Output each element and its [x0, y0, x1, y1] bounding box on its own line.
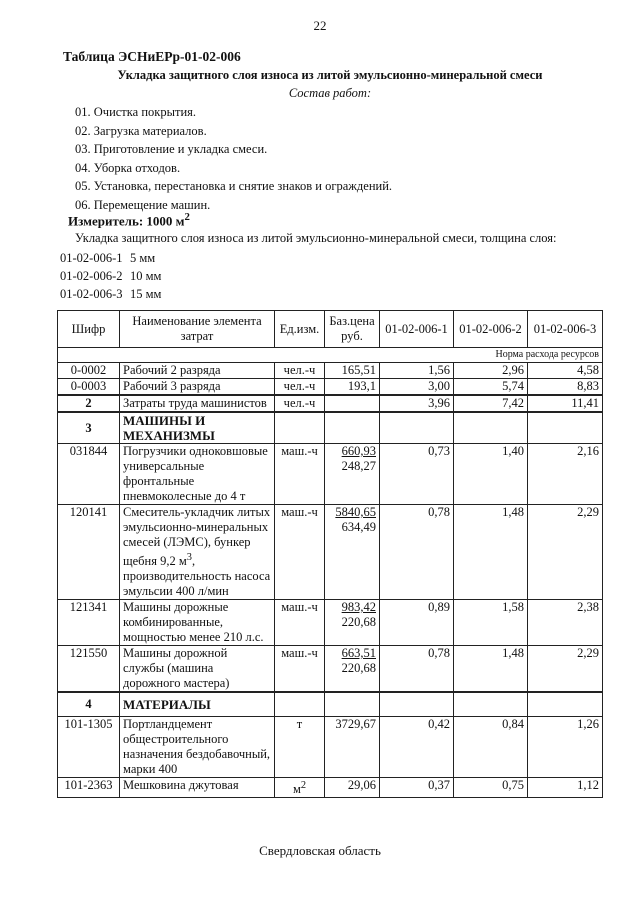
- cell-name: Рабочий 3 разряда: [120, 379, 275, 396]
- cell-name: Рабочий 2 разряда: [120, 363, 275, 379]
- header-col1: 01-02-006-1: [380, 311, 454, 348]
- cell-v2: 0,75: [454, 778, 528, 798]
- cell-code: 0-0003: [58, 379, 120, 396]
- footer-region: Свердловская область: [259, 843, 381, 858]
- cell-name: Погрузчики одноковшовые универсальные фронтальные пневмоколесные до 4 т: [120, 444, 275, 505]
- cell-code: 4: [58, 692, 120, 717]
- cell-v1: 0,37: [380, 778, 454, 798]
- cell-v2: 0,84: [454, 717, 528, 778]
- cell-v3: 2,38: [528, 600, 603, 646]
- table-header-row: [58, 311, 603, 348]
- cell-v3: 4,58: [528, 363, 603, 379]
- code-list: [60, 249, 161, 303]
- cell-v2: 1,48: [454, 505, 528, 600]
- table-row: [58, 600, 603, 646]
- cell-name: Мешковина джутовая: [120, 778, 275, 798]
- table-row: [58, 717, 603, 778]
- cell-v1: 3,00: [380, 379, 454, 396]
- cell-unit: чел.-ч: [275, 379, 325, 396]
- cell-code: 120141: [58, 505, 120, 600]
- cell-code: 121341: [58, 600, 120, 646]
- cell-price: 3729,67: [325, 717, 380, 778]
- works-item: 06. Перемещение машин.: [75, 197, 211, 212]
- cell-code: 101-1305: [58, 717, 120, 778]
- header-name: Наименование элемента затрат: [120, 311, 275, 348]
- cell-v1: 1,56: [380, 363, 454, 379]
- cell-price: 165,51: [325, 363, 380, 379]
- cell-v2: 2,96: [454, 363, 528, 379]
- cell-unit: чел.-ч: [275, 395, 325, 412]
- table-row: [58, 444, 603, 505]
- works-item: 04. Уборка отходов.: [75, 160, 181, 175]
- header-price: Баз.цена руб.: [325, 311, 380, 348]
- cell-name: Смеситель-укладчик литых эмульсионно-минеральных смесей (ЛЭМС), бункер щебня 9,2 $м^3$, производительность насоса эмульсии 400 л/мин: [120, 505, 275, 600]
- measure-unit: Измеритель: 1000 $м^2$: [68, 211, 190, 229]
- works-item: 01. Очистка покрытия.: [75, 105, 197, 119]
- table-row: [58, 505, 603, 600]
- cell-unit: маш.-ч: [275, 505, 325, 600]
- table-row: [58, 778, 603, 798]
- cell-code: 121550: [58, 646, 120, 693]
- table-subtitle: Укладка защитного слоя износа из литой эмульсионно-минеральной смеси: [117, 68, 543, 82]
- cell-v1: 3,96: [380, 395, 454, 412]
- cell-v2: 7,42: [454, 395, 528, 412]
- cell-price: 5840,65 634,49: [325, 505, 380, 600]
- cell-price: [325, 395, 380, 412]
- cell-unit: $м^2$: [275, 778, 325, 798]
- code-row: 01-02-006-2 10 мм: [60, 269, 162, 283]
- cell-v3: 8,83: [528, 379, 603, 396]
- cell-price: 983,42 220,68: [325, 600, 380, 646]
- cell-price: 29,06: [325, 778, 380, 798]
- header-unit: Ед.изм.: [275, 311, 325, 348]
- header-col2: 01-02-006-2: [454, 311, 528, 348]
- description: Укладка защитного слоя износа из литой эмульсионно-минеральной смеси, толщина слоя:: [75, 231, 557, 245]
- cell-v1: 0,78: [380, 505, 454, 600]
- cell-code: 101-2363: [58, 778, 120, 798]
- cell-v1: 0,78: [380, 646, 454, 693]
- cell-name: Машины дорожной службы (машина дорожного мастера): [120, 646, 275, 693]
- cell-price: 193,1: [325, 379, 380, 396]
- works-title: Состав работ:: [288, 86, 372, 100]
- cell-v2: 5,74: [454, 379, 528, 396]
- cell-unit: чел.-ч: [275, 363, 325, 379]
- section-row: [58, 692, 603, 717]
- cell-code: 031844: [58, 444, 120, 505]
- table-row: [58, 379, 603, 396]
- cell-name: Портландцемент общестроительного назначения бездобавочный, марки 400: [120, 717, 275, 778]
- cell-code: 3: [58, 412, 120, 444]
- cell-unit: маш.-ч: [275, 646, 325, 693]
- table-title: Таблица ЭСНиЕРр-01-02-006: [63, 49, 241, 64]
- cell-v3: 1,26: [528, 717, 603, 778]
- cell-v2: 1,48: [454, 646, 528, 693]
- cell-v3: 11,41: [528, 395, 603, 412]
- table-row: [58, 363, 603, 379]
- resource-table: [57, 310, 603, 798]
- cell-price: 663,51 220,68: [325, 646, 380, 693]
- cell-v2: 1,58: [454, 600, 528, 646]
- works-list: [75, 103, 392, 214]
- cell-v1: 0,73: [380, 444, 454, 505]
- code-row: 01-02-006-3 15 мм: [60, 287, 162, 301]
- cell-v1: 0,89: [380, 600, 454, 646]
- works-item: 03. Приготовление и укладка смеси.: [75, 142, 268, 156]
- cell-v3: 2,16: [528, 444, 603, 505]
- cell-unit: маш.-ч: [275, 600, 325, 646]
- cell-unit: маш.-ч: [275, 444, 325, 505]
- table-row: [58, 395, 603, 412]
- cell-name: Машины дорожные комбинированные, мощностью менее 210 л.с.: [120, 600, 275, 646]
- cell-v3: 2,29: [528, 505, 603, 600]
- section-row: [58, 412, 603, 444]
- works-item: 05. Установка, перестановка и снятие знаков и ограждений.: [75, 179, 393, 193]
- cell-name: Затраты труда машинистов: [120, 395, 275, 412]
- works-item: 02. Загрузка материалов.: [75, 123, 207, 138]
- code-row: 01-02-006-1 5 мм: [60, 251, 156, 265]
- cell-unit: т: [275, 717, 325, 778]
- cell-v2: 1,40: [454, 444, 528, 505]
- header-col3: 01-02-006-3: [528, 311, 603, 348]
- cell-code: 0-0002: [58, 363, 120, 379]
- cell-v3: 1,12: [528, 778, 603, 798]
- cell-v1: 0,42: [380, 717, 454, 778]
- cell-v3: 2,29: [528, 646, 603, 693]
- cell-code: 2: [58, 395, 120, 412]
- section-title: МАТЕРИАЛЫ: [120, 692, 275, 717]
- norm-label: Норма расхода ресурсов: [58, 348, 603, 363]
- cell-price: 660,93 248,27: [325, 444, 380, 505]
- header-code: Шифр: [58, 311, 120, 348]
- table-row: [58, 646, 603, 693]
- page-number: 22: [313, 18, 327, 33]
- norm-row: [58, 348, 603, 363]
- section-title: МАШИНЫ И МЕХАНИЗМЫ: [120, 412, 275, 444]
